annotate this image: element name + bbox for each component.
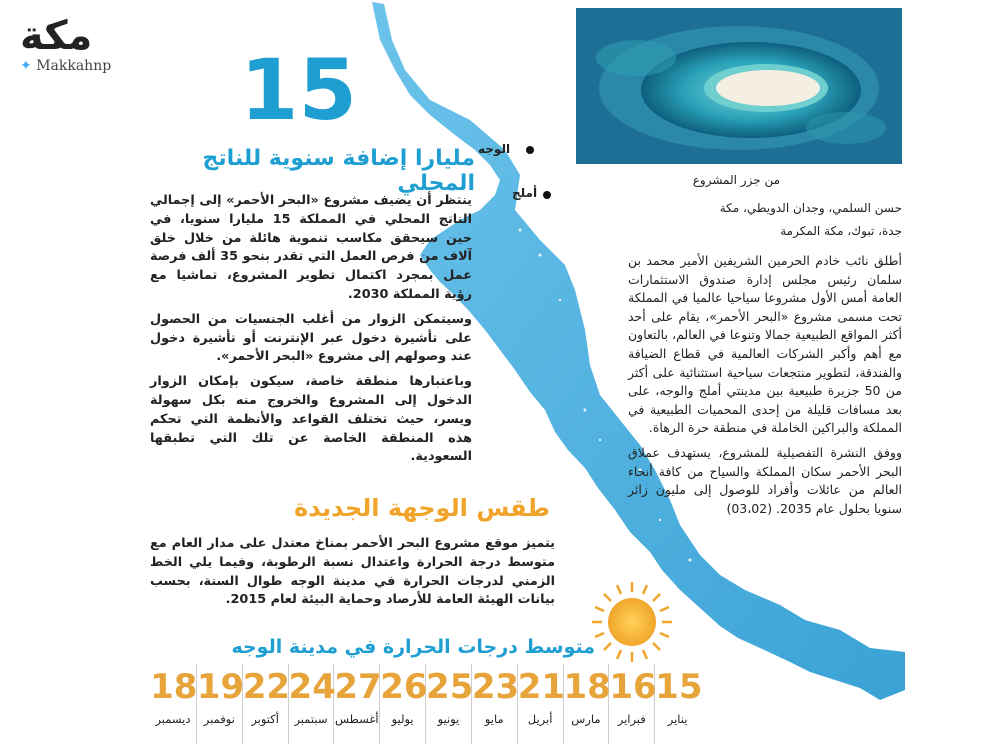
story-paragraph: ووفق النشرة التفصيلية للمشروع، يستهدف عملاق البحر الأحمر سكان المملكة والسياح من كافة أنحاء العالم من عائلات وأفراد للوصول إلى مليون زائر سنويا بحلول عام 2035. (03،02) — [628, 444, 902, 516]
month-temperature: 27 — [334, 667, 382, 707]
month-temperature: 26 — [380, 667, 428, 707]
month-cell — [654, 664, 703, 744]
city-label-wajh: الوجه — [478, 142, 511, 156]
month-temperature: 18 — [150, 667, 198, 707]
photo-caption: من جزر المشروع — [692, 173, 780, 187]
logo-name: مكة — [20, 13, 93, 59]
headline-title: مليارا إضافة سنوية للناتج المحلي — [202, 146, 475, 196]
byline-place: جدة، تبوك، مكة المكرمة — [780, 224, 902, 238]
month-name: أغسطس — [335, 712, 379, 726]
twitter-bird-icon: ✦ — [20, 58, 32, 74]
month-name: مارس — [571, 712, 601, 726]
month-name: أبريل — [527, 712, 553, 726]
city-label-umluj: أملج — [512, 186, 538, 200]
month-cell — [608, 664, 657, 744]
island-photo — [576, 8, 902, 164]
city-dot-wajh — [526, 146, 534, 154]
weather-text: يتميز موقع مشروع البحر الأحمر بمناخ معتدل على مدار العام مع متوسط درجة الحرارة واعتدال نسبة الرطوبة، وفيما يلي الخط الزمني لدرجات الحرارة في مدينة الوجه طوال السنة، بحسب بيانات الهيئة العامة للأرصاد وحماية البيئة لعام 2015. — [150, 536, 555, 608]
story-text — [628, 252, 902, 524]
headline-number: 15 — [240, 41, 357, 139]
month-name: مايو — [484, 712, 504, 726]
story-paragraph: أطلق نائب خادم الحرمين الشريفين الأمير محمد بن سلمان رئيس مجلس إدارة صندوق الاستثمارات العامة أمس الأول مشروعا سياحيا عالميا في المملكة تحت مسمى مشروع «البحر الأحمر»، يقام على أحد أكثر المواقع الطبيعية جمالا وتنوعا في العالم، بالتعاون مع أهم وأكبر الشركات العالمية في قطاع الضيافة والفندقة، لتطوير منتجعات سياحية استثنائية على أكثر من 50 جزيرة طبيعية بين مدينتي أملج والوجه، على بعد مسافات قليلة من إحدى المحميات الطبيعية في المملكة والبراكين الخاملة في منطقة حرة الرهاة. — [628, 253, 902, 436]
month-temperature: 16 — [609, 667, 657, 707]
month-temperature: 23 — [471, 667, 520, 707]
city-dot-umluj — [543, 191, 551, 199]
month-temperature: 19 — [196, 667, 245, 707]
month-cell — [425, 664, 474, 744]
month-cell — [471, 664, 520, 744]
month-name: ديسمبر — [155, 712, 191, 726]
month-name: يونيو — [437, 712, 460, 726]
intro-paragraph: وباعتبارها منطقة خاصة، سيكون بإمكان الزوار الدخول إلى المشروع والخروج منه بكل سهولة ويسر، حيث تختلف القواعد والأنظمة التي تحكم هذه المنطقة الخاصة عن تلك التي تطبقها السعودية. — [150, 374, 472, 465]
month-name: أكتوبر — [251, 712, 279, 726]
twitter-handle — [20, 58, 150, 74]
handle-text: Makkahnp — [36, 58, 112, 74]
monthly-temperatures — [150, 664, 703, 744]
newspaper-logo — [20, 14, 150, 74]
month-temperature: 18 — [563, 667, 611, 707]
month-cell — [150, 664, 196, 744]
month-cell — [288, 664, 334, 744]
month-cell — [563, 664, 609, 744]
month-name: فبراير — [617, 712, 646, 726]
month-name: نوفمبر — [203, 712, 235, 726]
month-temperature: 21 — [517, 667, 566, 707]
island-illustration — [576, 8, 902, 164]
temps-title: متوسط درجات الحرارة في مدينة الوجه — [231, 636, 595, 658]
month-cell — [333, 664, 382, 744]
month-temperature: 15 — [655, 667, 703, 707]
byline-authors: حسن السلمي، وجدان الدويطي، مكة — [719, 201, 902, 215]
month-cell — [196, 664, 245, 744]
month-temperature: 25 — [426, 667, 474, 707]
month-name: يوليو — [391, 712, 414, 726]
month-cell — [379, 664, 428, 744]
intro-paragraph: وسيتمكن الزوار من أغلب الجنسيات من الحصول على تأشيرة دخول عبر الإنترنت أو تأشيرة دخول عند وصولهم إلى مشروع «البحر الأحمر». — [150, 311, 472, 365]
month-temperature: 22 — [242, 667, 291, 707]
intro-text — [150, 192, 472, 473]
month-name: يناير — [667, 712, 688, 726]
month-cell — [242, 664, 291, 744]
month-name: سبتمبر — [294, 712, 328, 726]
month-temperature: 24 — [288, 667, 336, 707]
weather-title: طقس الوجهة الجديدة — [294, 494, 550, 522]
intro-paragraph: ينتظر أن يضيف مشروع «البحر الأحمر» إلى إجمالي الناتج المحلي في المملكة 15 مليارا سنويا، في حين سيحقق مكاسب تنموية هائلة من خلال خلق آلاف من فرص العمل التي تقدر بنحو 35 ألف فرصة عمل بمجرد اكتمال تطوير المشروع، تماشيا مع رؤية المملكة 2030. — [150, 193, 472, 302]
sun-icon — [592, 582, 672, 662]
month-cell — [517, 664, 566, 744]
